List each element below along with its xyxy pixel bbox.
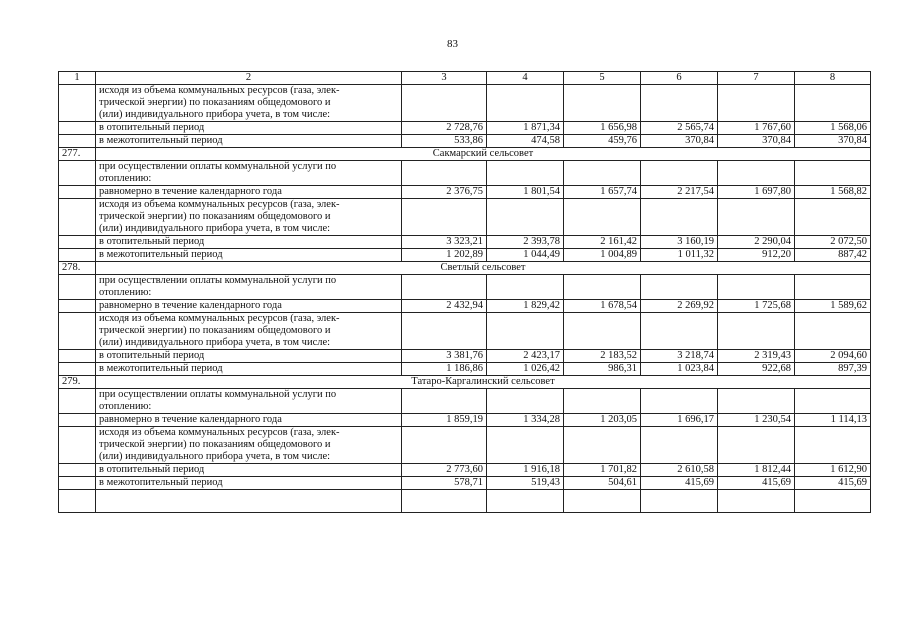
row-label: равномерно в течение календарного года bbox=[96, 414, 402, 427]
value-cell: 1 701,82 bbox=[564, 464, 641, 477]
row-number bbox=[59, 135, 96, 148]
row-number bbox=[59, 464, 96, 477]
value-cell: 1 767,60 bbox=[718, 122, 795, 135]
value-cell: 1 011,32 bbox=[641, 249, 718, 262]
row-number bbox=[59, 236, 96, 249]
row-number bbox=[59, 85, 96, 122]
value-row bbox=[59, 477, 871, 490]
description-row bbox=[59, 161, 871, 186]
description-cell bbox=[96, 161, 402, 186]
table-body bbox=[59, 72, 871, 513]
value-cell: 1 114,13 bbox=[795, 414, 871, 427]
row-number bbox=[59, 414, 96, 427]
empty-cell bbox=[402, 275, 487, 300]
description-line: трической энергии) по показаниям общедомового и bbox=[99, 211, 331, 222]
empty-cell bbox=[795, 85, 871, 122]
empty-cell bbox=[564, 275, 641, 300]
section-title-row bbox=[59, 148, 871, 161]
page-number: 83 bbox=[447, 38, 458, 50]
row-number bbox=[59, 199, 96, 236]
value-cell: 2 290,04 bbox=[718, 236, 795, 249]
value-cell: 519,43 bbox=[487, 477, 564, 490]
empty-cell bbox=[487, 199, 564, 236]
value-cell: 922,68 bbox=[718, 363, 795, 376]
value-cell: 887,42 bbox=[795, 249, 871, 262]
header-cell: 1 bbox=[59, 72, 96, 85]
row-number bbox=[59, 389, 96, 414]
empty-cell bbox=[487, 490, 564, 513]
value-cell: 1 026,42 bbox=[487, 363, 564, 376]
empty-cell bbox=[487, 389, 564, 414]
row-label: в отопительный период bbox=[96, 236, 402, 249]
row-number: 277. bbox=[59, 148, 96, 161]
row-number bbox=[59, 275, 96, 300]
row-number bbox=[59, 186, 96, 199]
value-cell: 3 160,19 bbox=[641, 236, 718, 249]
empty-cell bbox=[795, 313, 871, 350]
value-cell: 415,69 bbox=[795, 477, 871, 490]
description-cell bbox=[96, 389, 402, 414]
empty-cell bbox=[795, 389, 871, 414]
section-title: Татаро-Каргалинский сельсовет bbox=[96, 376, 871, 389]
row-label: равномерно в течение календарного года bbox=[96, 300, 402, 313]
value-row bbox=[59, 350, 871, 363]
description-cell bbox=[96, 85, 402, 122]
description-line: отоплению: bbox=[99, 401, 152, 412]
description-row bbox=[59, 85, 871, 122]
value-cell: 459,76 bbox=[564, 135, 641, 148]
description-line: отоплению: bbox=[99, 287, 152, 298]
value-cell: 2 432,94 bbox=[402, 300, 487, 313]
value-cell: 2 565,74 bbox=[641, 122, 718, 135]
empty-cell bbox=[402, 389, 487, 414]
value-cell: 1 612,90 bbox=[795, 464, 871, 477]
value-cell: 533,86 bbox=[402, 135, 487, 148]
row-number bbox=[59, 427, 96, 464]
value-cell: 2 161,42 bbox=[564, 236, 641, 249]
section-title: Светлый сельсовет bbox=[96, 262, 871, 275]
row-label: в межотопительный период bbox=[96, 477, 402, 490]
description-line: трической энергии) по показаниям общедомового и bbox=[99, 439, 331, 450]
empty-cell bbox=[718, 161, 795, 186]
value-cell: 474,58 bbox=[487, 135, 564, 148]
value-cell: 1 186,86 bbox=[402, 363, 487, 376]
value-cell: 1 656,98 bbox=[564, 122, 641, 135]
description-line: при осуществлении оплаты коммунальной услуги по bbox=[99, 275, 337, 286]
description-row bbox=[59, 389, 871, 414]
value-cell: 1 871,34 bbox=[487, 122, 564, 135]
description-line: исходя из объема коммунальных ресурсов (газа, элек- bbox=[99, 427, 340, 438]
empty-cell bbox=[564, 161, 641, 186]
value-cell: 2 393,78 bbox=[487, 236, 564, 249]
row-label: в отопительный период bbox=[96, 464, 402, 477]
empty-cell bbox=[487, 427, 564, 464]
value-cell: 1 678,54 bbox=[564, 300, 641, 313]
description-cell bbox=[96, 313, 402, 350]
value-cell: 2 423,17 bbox=[487, 350, 564, 363]
empty-cell bbox=[718, 490, 795, 513]
value-cell: 1 916,18 bbox=[487, 464, 564, 477]
value-cell: 2 728,76 bbox=[402, 122, 487, 135]
row-number bbox=[59, 363, 96, 376]
empty-cell bbox=[795, 490, 871, 513]
description-line: (или) индивидуального прибора учета, в том числе: bbox=[99, 451, 331, 462]
value-cell: 2 183,52 bbox=[564, 350, 641, 363]
empty-cell bbox=[402, 490, 487, 513]
value-cell: 1 568,06 bbox=[795, 122, 871, 135]
description-line: (или) индивидуального прибора учета, в том числе: bbox=[99, 109, 331, 120]
description-cell bbox=[96, 199, 402, 236]
empty-cell bbox=[641, 275, 718, 300]
row-label: равномерно в течение календарного года bbox=[96, 186, 402, 199]
value-cell: 370,84 bbox=[718, 135, 795, 148]
value-cell: 415,69 bbox=[718, 477, 795, 490]
value-cell: 1 568,82 bbox=[795, 186, 871, 199]
row-number bbox=[59, 477, 96, 490]
row-number bbox=[59, 313, 96, 350]
value-row bbox=[59, 363, 871, 376]
description-row bbox=[59, 427, 871, 464]
value-row bbox=[59, 122, 871, 135]
empty-cell bbox=[718, 199, 795, 236]
value-cell: 1 334,28 bbox=[487, 414, 564, 427]
description-line: при осуществлении оплаты коммунальной услуги по bbox=[99, 161, 337, 172]
value-row bbox=[59, 186, 871, 199]
description-row bbox=[59, 199, 871, 236]
row-number: 279. bbox=[59, 376, 96, 389]
description-line: отоплению: bbox=[99, 173, 152, 184]
empty-cell bbox=[564, 313, 641, 350]
empty-cell bbox=[564, 427, 641, 464]
value-cell: 1 697,80 bbox=[718, 186, 795, 199]
value-cell: 1 004,89 bbox=[564, 249, 641, 262]
row-number: 278. bbox=[59, 262, 96, 275]
empty-cell bbox=[795, 199, 871, 236]
description-row bbox=[59, 275, 871, 300]
value-cell: 897,39 bbox=[795, 363, 871, 376]
value-row bbox=[59, 236, 871, 249]
empty-cell bbox=[96, 490, 402, 513]
value-cell: 1 812,44 bbox=[718, 464, 795, 477]
empty-cell bbox=[564, 490, 641, 513]
empty-cell bbox=[487, 275, 564, 300]
empty-cell bbox=[641, 85, 718, 122]
value-cell: 1 801,54 bbox=[487, 186, 564, 199]
description-row bbox=[59, 313, 871, 350]
empty-cell bbox=[564, 85, 641, 122]
value-cell: 1 657,74 bbox=[564, 186, 641, 199]
value-cell: 1 203,05 bbox=[564, 414, 641, 427]
row-label: в отопительный период bbox=[96, 122, 402, 135]
header-cell: 4 bbox=[487, 72, 564, 85]
row-label: в межотопительный период bbox=[96, 363, 402, 376]
empty-cell bbox=[795, 427, 871, 464]
value-cell: 3 218,74 bbox=[641, 350, 718, 363]
empty-cell bbox=[718, 427, 795, 464]
row-number bbox=[59, 249, 96, 262]
tariff-table bbox=[58, 71, 871, 513]
empty-cell bbox=[718, 389, 795, 414]
value-cell: 1 859,19 bbox=[402, 414, 487, 427]
header-cell: 3 bbox=[402, 72, 487, 85]
row-number bbox=[59, 161, 96, 186]
empty-cell bbox=[718, 275, 795, 300]
empty-cell bbox=[487, 313, 564, 350]
value-row bbox=[59, 249, 871, 262]
value-cell: 370,84 bbox=[641, 135, 718, 148]
empty-cell bbox=[402, 161, 487, 186]
value-row bbox=[59, 414, 871, 427]
header-row bbox=[59, 72, 871, 85]
value-cell: 2 072,50 bbox=[795, 236, 871, 249]
value-cell: 912,20 bbox=[718, 249, 795, 262]
description-line: исходя из объема коммунальных ресурсов (газа, элек- bbox=[99, 313, 340, 324]
empty-cell bbox=[59, 490, 96, 513]
row-number bbox=[59, 350, 96, 363]
empty-cell bbox=[402, 199, 487, 236]
row-label: в межотопительный период bbox=[96, 135, 402, 148]
header-cell: 5 bbox=[564, 72, 641, 85]
empty-cell bbox=[641, 427, 718, 464]
description-line: исходя из объема коммунальных ресурсов (газа, элек- bbox=[99, 199, 340, 210]
value-cell: 2 773,60 bbox=[402, 464, 487, 477]
value-cell: 2 610,58 bbox=[641, 464, 718, 477]
empty-cell bbox=[718, 313, 795, 350]
empty-cell bbox=[641, 161, 718, 186]
header-cell: 7 bbox=[718, 72, 795, 85]
empty-cell bbox=[641, 199, 718, 236]
value-cell: 1 829,42 bbox=[487, 300, 564, 313]
value-cell: 1 023,84 bbox=[641, 363, 718, 376]
empty-row bbox=[59, 490, 871, 513]
empty-cell bbox=[641, 490, 718, 513]
empty-cell bbox=[402, 85, 487, 122]
description-cell bbox=[96, 275, 402, 300]
value-cell: 2 376,75 bbox=[402, 186, 487, 199]
value-cell: 415,69 bbox=[641, 477, 718, 490]
value-cell: 2 094,60 bbox=[795, 350, 871, 363]
section-title-row bbox=[59, 376, 871, 389]
description-line: трической энергии) по показаниям общедомового и bbox=[99, 97, 331, 108]
row-number bbox=[59, 300, 96, 313]
section-title: Сакмарский сельсовет bbox=[96, 148, 871, 161]
empty-cell bbox=[795, 161, 871, 186]
header-cell: 6 bbox=[641, 72, 718, 85]
description-line: трической энергии) по показаниям общедомового и bbox=[99, 325, 331, 336]
description-line: при осуществлении оплаты коммунальной услуги по bbox=[99, 389, 337, 400]
value-cell: 3 323,21 bbox=[402, 236, 487, 249]
value-cell: 1 589,62 bbox=[795, 300, 871, 313]
value-cell: 1 044,49 bbox=[487, 249, 564, 262]
value-cell: 1 230,54 bbox=[718, 414, 795, 427]
value-row bbox=[59, 135, 871, 148]
value-cell: 504,61 bbox=[564, 477, 641, 490]
row-label: в межотопительный период bbox=[96, 249, 402, 262]
value-cell: 1 696,17 bbox=[641, 414, 718, 427]
value-cell: 2 319,43 bbox=[718, 350, 795, 363]
value-cell: 578,71 bbox=[402, 477, 487, 490]
value-row bbox=[59, 464, 871, 477]
description-cell bbox=[96, 427, 402, 464]
value-cell: 370,84 bbox=[795, 135, 871, 148]
empty-cell bbox=[718, 85, 795, 122]
header-cell: 2 bbox=[96, 72, 402, 85]
value-cell: 986,31 bbox=[564, 363, 641, 376]
value-cell: 2 269,92 bbox=[641, 300, 718, 313]
empty-cell bbox=[641, 313, 718, 350]
value-cell: 1 202,89 bbox=[402, 249, 487, 262]
empty-cell bbox=[564, 199, 641, 236]
description-line: (или) индивидуального прибора учета, в том числе: bbox=[99, 337, 331, 348]
empty-cell bbox=[795, 275, 871, 300]
empty-cell bbox=[487, 85, 564, 122]
description-line: исходя из объема коммунальных ресурсов (газа, элек- bbox=[99, 85, 340, 96]
empty-cell bbox=[402, 427, 487, 464]
row-number bbox=[59, 122, 96, 135]
value-row bbox=[59, 300, 871, 313]
header-cell: 8 bbox=[795, 72, 871, 85]
row-label: в отопительный период bbox=[96, 350, 402, 363]
empty-cell bbox=[402, 313, 487, 350]
value-cell: 2 217,54 bbox=[641, 186, 718, 199]
empty-cell bbox=[487, 161, 564, 186]
description-line: (или) индивидуального прибора учета, в том числе: bbox=[99, 223, 331, 234]
empty-cell bbox=[564, 389, 641, 414]
value-cell: 1 725,68 bbox=[718, 300, 795, 313]
empty-cell bbox=[641, 389, 718, 414]
section-title-row bbox=[59, 262, 871, 275]
value-cell: 3 381,76 bbox=[402, 350, 487, 363]
